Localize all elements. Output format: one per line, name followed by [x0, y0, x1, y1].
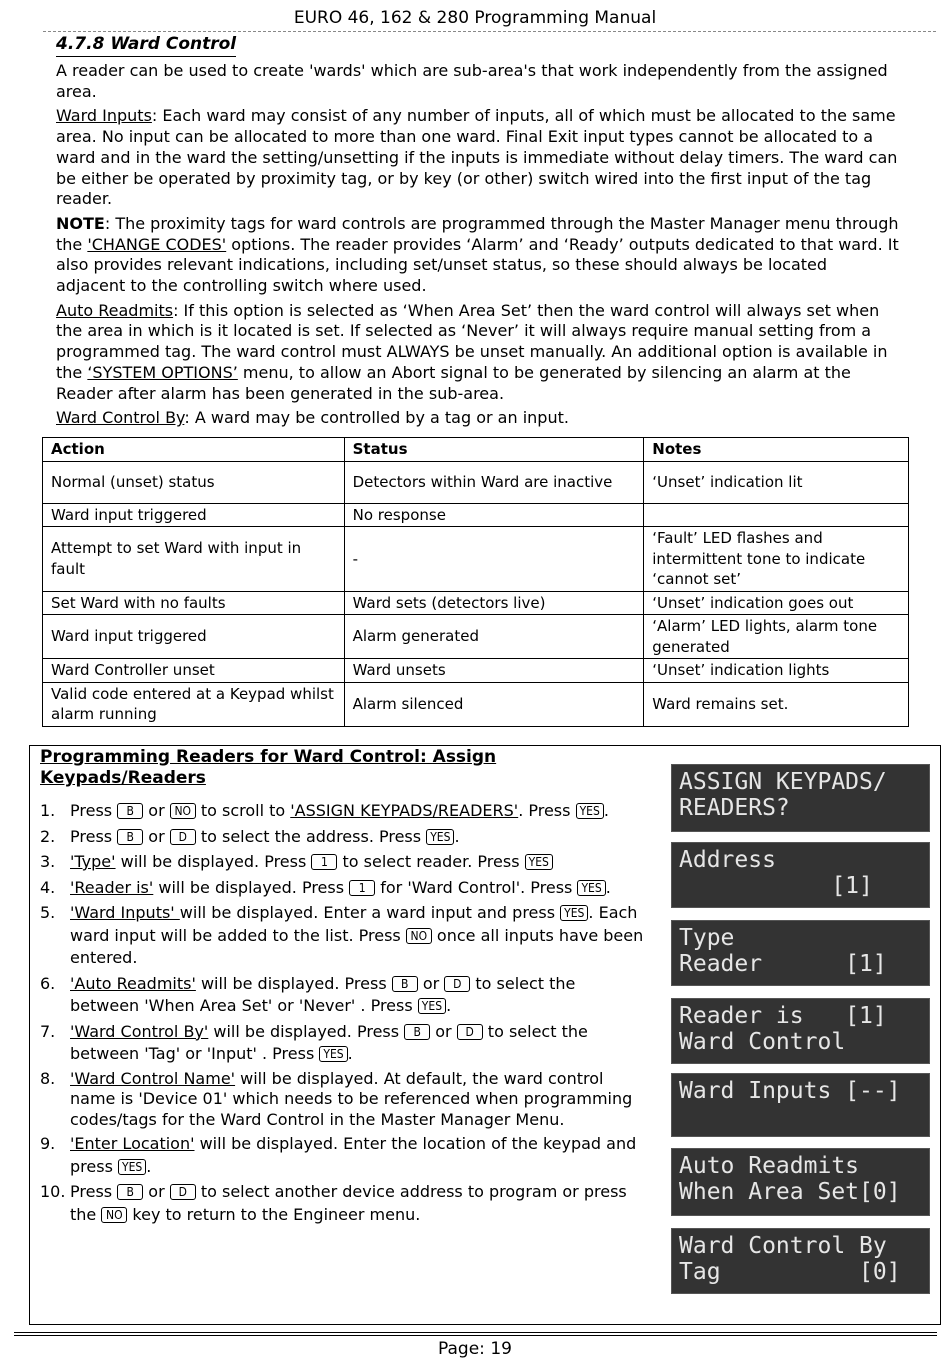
b-key: B — [392, 976, 418, 992]
step-text-part: or — [143, 801, 170, 820]
step-number: 4. — [40, 877, 56, 897]
list-item — [40, 800, 648, 823]
step-text-part: will be displayed. Enter the location of the keypad and press — [70, 1134, 637, 1176]
step-text-part: . — [605, 877, 611, 897]
ward-control-by-link[interactable]: 'Ward Control By' — [70, 1021, 209, 1041]
step-text-part: . Press — [518, 801, 576, 820]
d-key: D — [170, 1184, 196, 1200]
table-row — [43, 461, 909, 503]
lcd-line: Tag [0] — [679, 1259, 901, 1285]
lcd-line: Ward Control By — [679, 1233, 887, 1259]
yes-key: YES — [525, 854, 553, 870]
table-cell: Ward sets (detectors live) — [344, 591, 644, 615]
lcd-type — [671, 920, 930, 986]
table-row — [43, 659, 909, 683]
yes-key: YES — [560, 905, 588, 921]
one-key: 1 — [311, 854, 337, 870]
table-cell: Ward unsets — [344, 659, 644, 683]
auto-text-1: : If this option is selected as ‘When Area Set’ then the ward control will always set when the area in which is it located is set. If selected as ‘Never’ it will always require manual setting from a programmed tag. The ward control must ALWAYS be unset manually. An additional option is available in the — [56, 300, 888, 382]
step-number: 3. — [40, 852, 56, 871]
lcd-address — [671, 842, 930, 908]
table-cell: ‘Unset’ indication goes out — [644, 591, 909, 615]
step-text-part: . — [347, 1044, 353, 1063]
b-key: B — [117, 1184, 143, 1200]
list-item — [40, 1181, 648, 1226]
table-cell: ‘Unset’ indication lights — [644, 659, 909, 683]
footer-divider — [14, 1335, 937, 1336]
step-text-part: . — [146, 1156, 152, 1176]
note-label: NOTE — [56, 213, 105, 233]
footer-divider — [14, 1332, 937, 1333]
ward-inputs-label: Ward Inputs — [56, 106, 152, 126]
section-title: 4.7.8 Ward Control — [56, 34, 237, 54]
ward-control-name-link[interactable]: 'Ward Control Name' — [70, 1068, 236, 1088]
table-cell: - — [344, 527, 644, 592]
table-cell: Normal (unset) status — [43, 461, 345, 503]
table-cell: ‘Alarm’ LED lights, alarm tone generated — [644, 615, 909, 659]
table-header-cell: Action — [43, 438, 345, 462]
b-key: B — [117, 803, 143, 819]
table-cell: Set Ward with no faults — [43, 591, 345, 615]
step-number: 9. — [40, 1134, 56, 1153]
step-text-part: to select the between 'Tag' or 'Input' . Press — [70, 1021, 588, 1063]
table-cell: ‘Fault’ LED flashes and intermittent tone to indicate ‘cannot set’ — [644, 527, 909, 592]
step-text-part: or — [430, 1021, 457, 1041]
table-cell: ‘Unset’ indication lit — [644, 461, 909, 503]
step-text — [70, 1133, 648, 1178]
type-link[interactable]: 'Type' — [70, 852, 116, 871]
step-text-part: will be displayed. At default, the ward control name is 'Device 01' which needs to be referenced when programming codes/tags for the Ward Control in the Master Manager Menu. — [70, 1068, 633, 1129]
note-text-2: options. The reader provides ‘Alarm’ and ‘Ready’ outputs dedicated to that ward. It also provides relevant indications, including set/unset status, so these should always be located adjacent to the controlling switch where used. — [56, 234, 899, 296]
step-text-part: . — [446, 996, 452, 1015]
lcd-line: When Area Set[0] — [679, 1179, 901, 1205]
list-item — [40, 877, 648, 900]
yes-key: YES — [118, 1159, 146, 1175]
table-cell — [644, 503, 909, 527]
step-text-part: or — [143, 826, 170, 846]
page-header: EURO 46, 162 & 280 Programming Manual — [293, 8, 657, 28]
b-key: B — [117, 829, 143, 845]
yes-key: YES — [426, 829, 454, 845]
table-row — [43, 682, 909, 726]
table-cell: Ward Controller unset — [43, 659, 345, 683]
one-key: 1 — [349, 880, 375, 896]
step-text-part: . — [454, 826, 460, 846]
auto-text-2: menu, to allow an Abort signal to be generated by silencing an alarm at the Reader after alarm has been generated in the sub-area. — [56, 362, 851, 403]
no-key: NO — [406, 928, 432, 944]
step-text — [70, 851, 648, 874]
section-title-rule — [56, 56, 236, 57]
change-codes-link[interactable]: 'CHANGE CODES' — [87, 234, 227, 254]
note-paragraph — [56, 214, 901, 297]
assign-keypads-link[interactable]: 'ASSIGN KEYPADS/READERS' — [290, 801, 519, 820]
table-header-row — [43, 438, 909, 462]
lcd-line: [1] — [679, 873, 873, 899]
lcd-line: ASSIGN KEYPADS/ — [679, 769, 887, 795]
table-cell: Alarm silenced — [344, 682, 644, 726]
table-header-cell: Notes — [644, 438, 909, 462]
lcd-line: Reader is [1] — [679, 1003, 887, 1029]
yes-key: YES — [418, 998, 446, 1014]
auto-readmits-link[interactable]: 'Auto Readmits' — [70, 973, 196, 993]
table-row — [43, 503, 909, 527]
list-item — [40, 826, 648, 849]
step-number: 6. — [40, 973, 56, 993]
step-text — [70, 902, 648, 970]
step-number: 2. — [40, 826, 56, 846]
system-options-link[interactable]: ‘SYSTEM OPTIONS’ — [87, 362, 238, 382]
ward-control-by-label: Ward Control By — [56, 408, 185, 428]
page-number: Page: 19 — [438, 1339, 512, 1359]
step-text-part: . Each ward input will be added to the list. Press — [70, 903, 638, 945]
step-text-part: to select another device address to program or press the — [70, 1182, 627, 1224]
intro-text — [56, 61, 901, 433]
step-text-part: to select the address. Press — [195, 826, 427, 846]
step-text-part: to scroll to — [195, 801, 291, 820]
d-key: D — [457, 1024, 483, 1040]
lcd-ward-control-by — [671, 1228, 930, 1294]
lcd-line: Address — [679, 847, 776, 873]
auto-readmits-paragraph — [56, 301, 901, 405]
reader-is-link[interactable]: 'Reader is' — [70, 877, 154, 897]
list-item — [40, 851, 648, 874]
ward-inputs-paragraph — [56, 106, 901, 210]
step-text — [70, 800, 648, 823]
d-key: D — [170, 829, 196, 845]
table-cell: Ward input triggered — [43, 615, 345, 659]
table-cell: Alarm generated — [344, 615, 644, 659]
step-text — [70, 1069, 648, 1131]
table-header-cell: Status — [344, 438, 644, 462]
d-key: D — [444, 976, 470, 992]
table-cell: No response — [344, 503, 644, 527]
step-text-part: will be displayed. Enter a ward input and press — [179, 903, 561, 922]
ward-behaviour-table — [42, 437, 909, 727]
list-item — [40, 1069, 648, 1131]
lcd-line: READERS? — [679, 795, 790, 821]
list-item — [40, 902, 648, 970]
step-number: 7. — [40, 1021, 56, 1041]
step-text-part: will be displayed. Press — [115, 852, 312, 871]
lcd-ward-inputs — [671, 1073, 930, 1137]
table-row — [43, 615, 909, 659]
lcd-line: Auto Readmits — [679, 1153, 860, 1179]
lcd-assign-keypads — [671, 764, 930, 832]
step-text-part: . — [603, 801, 609, 820]
ward-control-by-text: : A ward may be controlled by a tag or an input. — [184, 408, 569, 428]
step-number: 10. — [40, 1182, 66, 1201]
note-text-1: : The proximity tags for ward controls are programmed through the Master Manager menu through the — [56, 213, 899, 254]
step-text-part: key to return to the Engineer menu. — [127, 1204, 421, 1224]
step-text — [70, 1021, 648, 1066]
lcd-line: Type — [679, 925, 735, 951]
step-text-part: to select the between 'When Area Set' or 'Never' . Press — [70, 973, 576, 1015]
step-number: 5. — [40, 903, 56, 922]
ward-inputs-text: : Each ward may consist of any number of inputs, all of which must be allocated to the same area. No input can be allocated to more than one ward. Final Exit input types cannot be allocated to a ward and in the ward the setting/unsetting if the inputs is immediate without delay timers. The ward can be either be operated by proximity tag, or by key (or other) switch wired into the first input of the tag reader. — [56, 106, 898, 209]
step-text — [70, 826, 648, 849]
no-key: NO — [101, 1207, 127, 1223]
list-item — [40, 1021, 648, 1066]
lcd-line: Ward Control — [679, 1029, 846, 1055]
table-cell: Attempt to set Ward with input in fault — [43, 527, 345, 592]
step-text-part: will be displayed. Press — [208, 1021, 405, 1041]
step-text-part: or — [417, 973, 445, 993]
b-key: B — [404, 1024, 430, 1040]
list-item — [40, 1133, 648, 1178]
lcd-auto-readmits — [671, 1148, 930, 1216]
table-row — [43, 527, 909, 592]
enter-location-link[interactable]: 'Enter Location' — [70, 1134, 195, 1153]
list-item — [40, 973, 648, 1018]
lcd-reader-is — [671, 998, 930, 1064]
step-text-part: once all inputs have been entered. — [70, 925, 644, 967]
step-text — [70, 973, 648, 1018]
ward-inputs-link[interactable]: 'Ward Inputs' — [70, 903, 180, 922]
step-text-part: for 'Ward Control'. Press — [375, 877, 578, 897]
table-cell: Valid code entered at a Keypad whilst alarm running — [43, 682, 345, 726]
step-text — [70, 1181, 648, 1226]
yes-key: YES — [319, 1046, 347, 1062]
step-text-part: will be displayed. Press — [153, 877, 350, 897]
header-divider — [43, 31, 936, 32]
auto-readmits-label: Auto Readmits — [56, 300, 174, 320]
programming-steps — [40, 800, 648, 1229]
step-text — [70, 877, 648, 900]
step-text-part: Press — [70, 826, 118, 846]
table-cell: Ward remains set. — [644, 682, 909, 726]
step-text-part: Press — [70, 801, 118, 820]
step-number: 8. — [40, 1068, 56, 1088]
lcd-line: Ward Inputs [--] — [679, 1078, 901, 1104]
step-text-part: Press — [70, 1182, 118, 1201]
ward-control-by-paragraph — [56, 408, 901, 429]
table-cell: Ward input triggered — [43, 503, 345, 527]
step-number: 1. — [40, 801, 56, 820]
intro-paragraph: A reader can be used to create 'wards' which are sub-area's that work independently from the assigned area. — [56, 61, 888, 101]
yes-key: YES — [576, 803, 604, 819]
programming-title: Programming Readers for Ward Control: Assign Keypads/Readers — [40, 747, 497, 788]
step-text-part: or — [143, 1182, 170, 1201]
yes-key: YES — [577, 880, 605, 896]
table-cell: Detectors within Ward are inactive — [344, 461, 644, 503]
table-row — [43, 591, 909, 615]
lcd-line: Reader [1] — [679, 951, 887, 977]
step-text-part: will be displayed. Press — [195, 973, 392, 993]
step-text-part: to select reader. Press — [337, 852, 525, 871]
no-key: NO — [170, 803, 196, 819]
